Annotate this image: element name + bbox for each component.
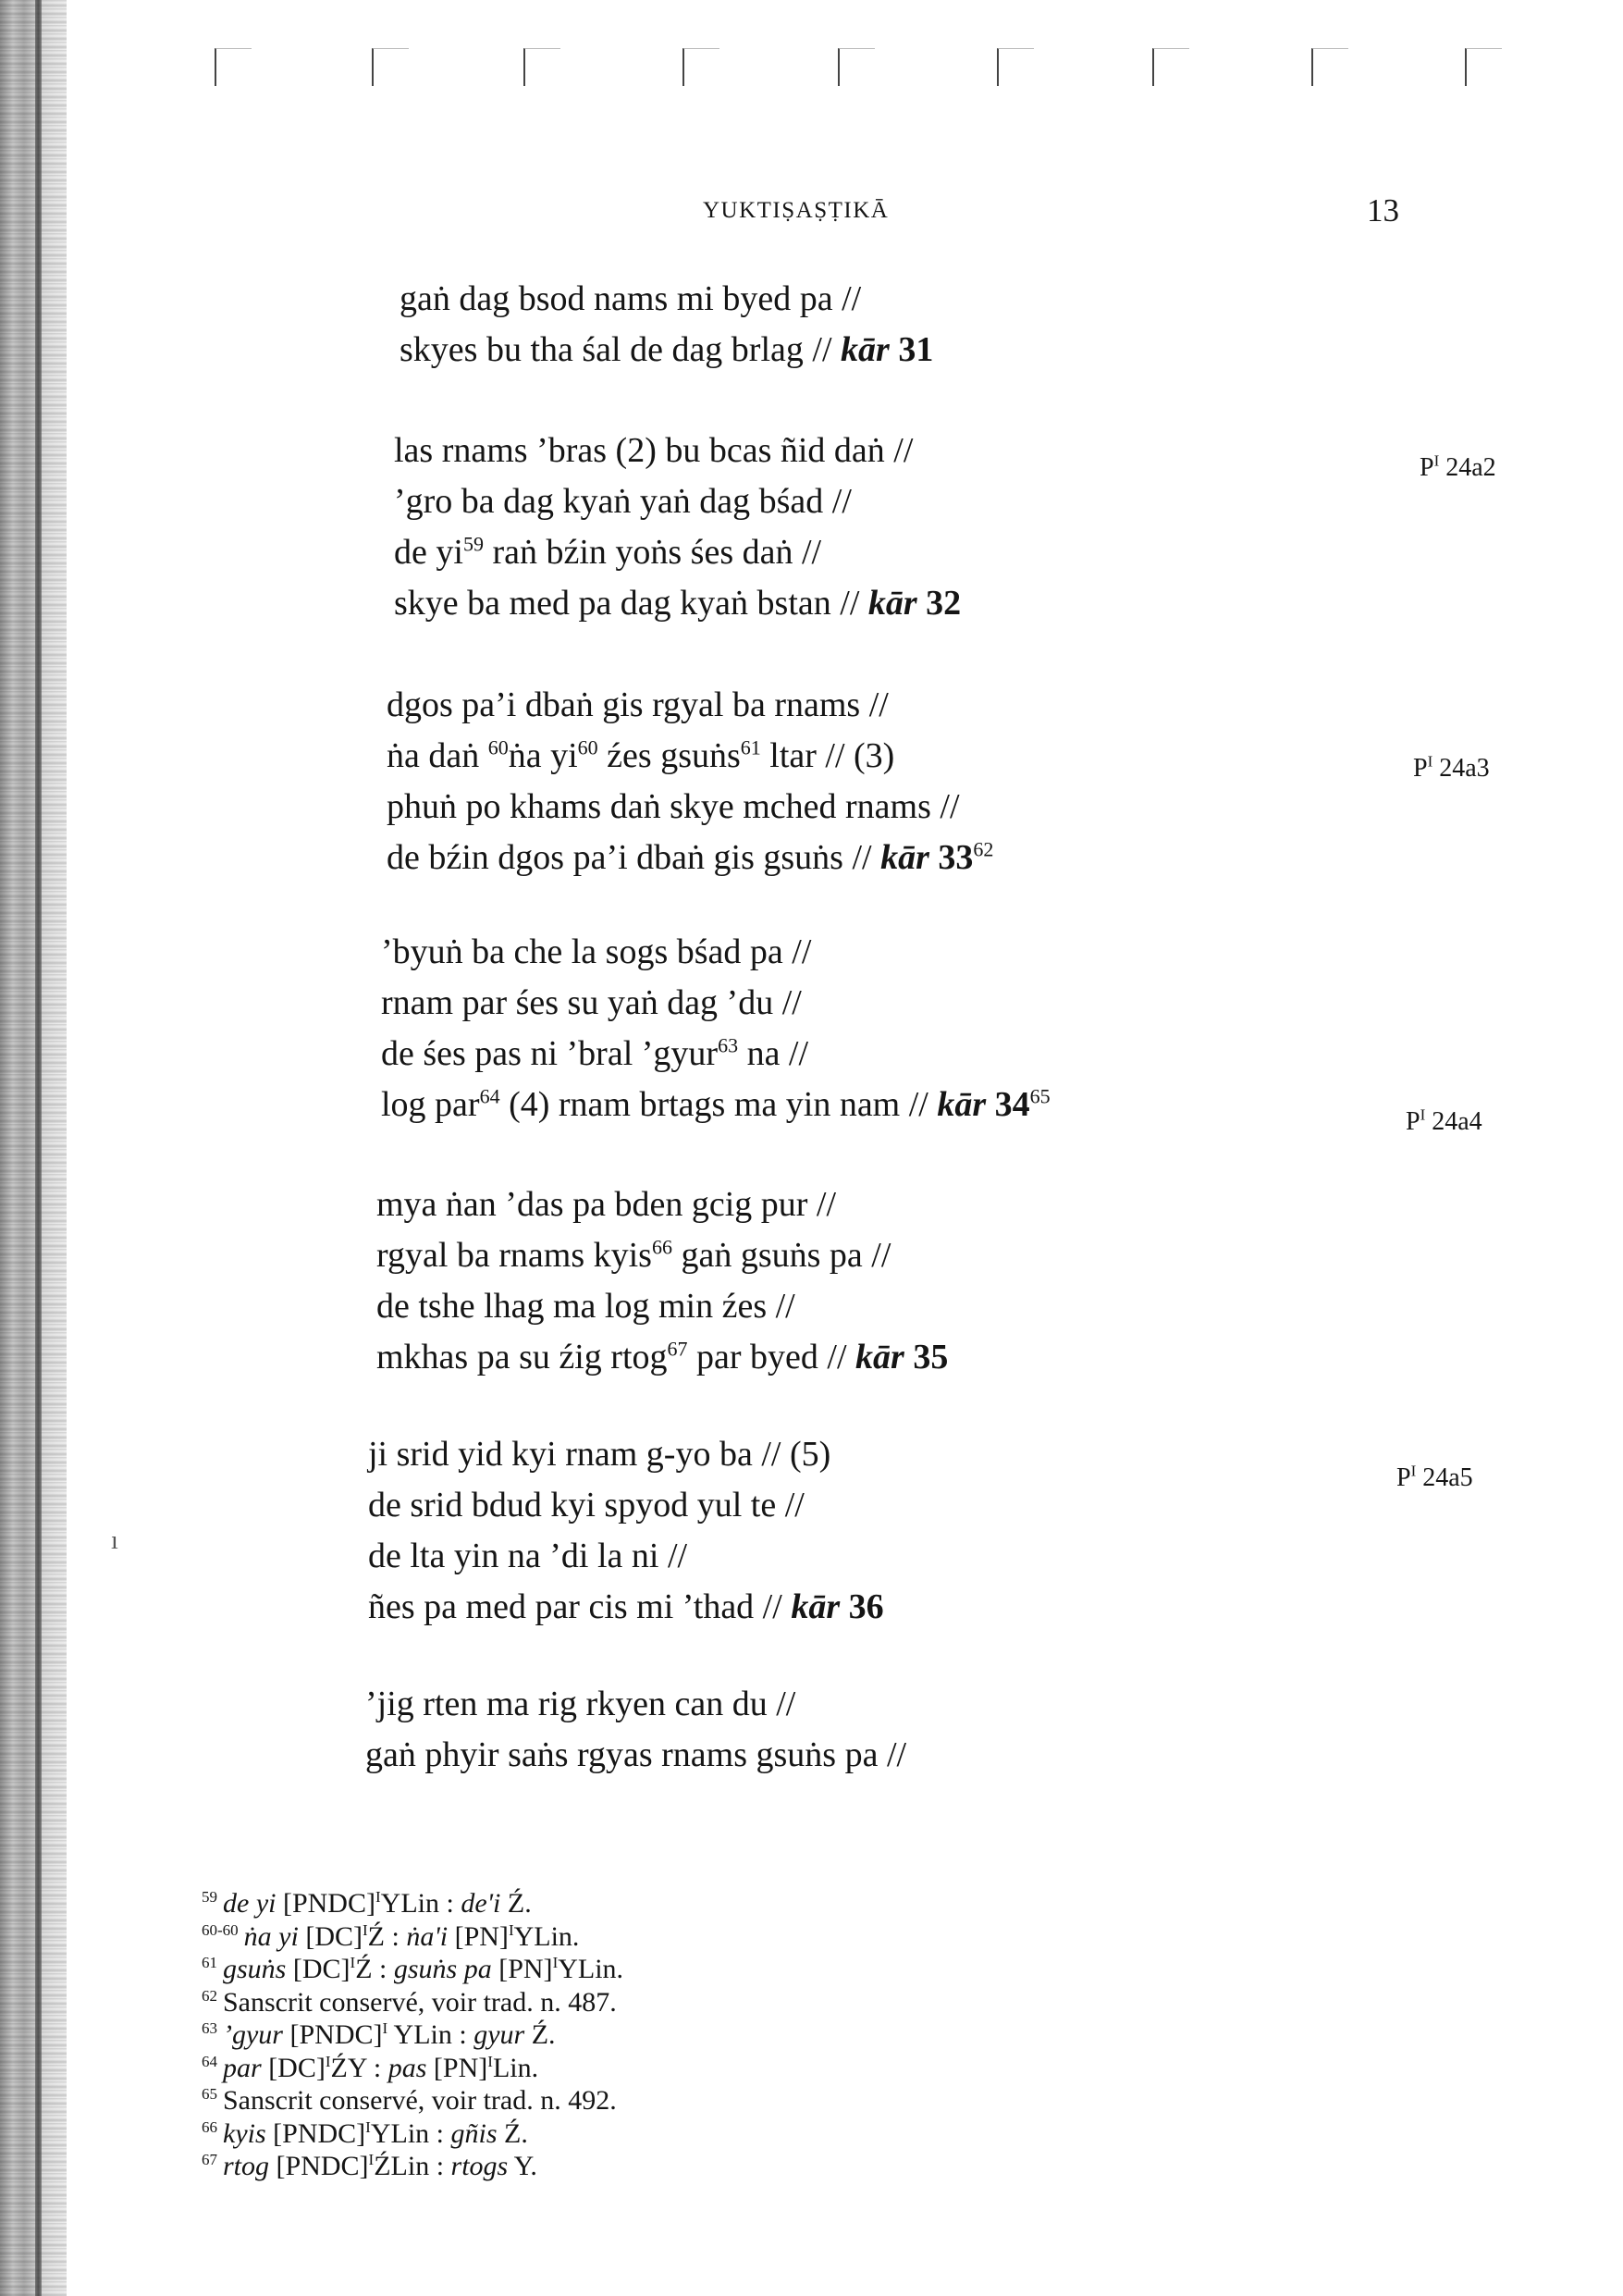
footnote-number: 66 (202, 2117, 217, 2136)
footnote-reference: 62 (973, 837, 994, 861)
verse-line (387, 782, 993, 833)
variant-reading: gñis (450, 2117, 498, 2149)
footnote-number: 64 (202, 2052, 217, 2070)
siglum-superscript: I (487, 2052, 493, 2070)
verse-text-segment: de tshe lhag ma log min źes // (376, 1287, 795, 1326)
scan-mark (838, 48, 875, 86)
apparatus-text: Ź. (497, 2117, 528, 2149)
apparatus-text: ŹY : (330, 2052, 388, 2083)
apparatus-text: Ź. (524, 2019, 556, 2050)
verse-line (376, 1179, 948, 1230)
verse-line (368, 1429, 884, 1480)
verse-text-segment: mkhas pa su źig rtog (376, 1338, 668, 1376)
verse-text-segment: ṅa daṅ (387, 736, 488, 775)
folio-edition-siglum: P (1406, 1107, 1420, 1136)
verse-text-segment: de srid bdud kyi spyod yul te // (368, 1486, 805, 1524)
siglum-superscript: I (375, 1888, 381, 1906)
verse-text-segment: na // (738, 1034, 809, 1073)
apparatus-text: [PNDC] (269, 2151, 369, 2181)
running-title: YUKTIṢAṢṬIKĀ (703, 198, 890, 223)
verse-line (368, 1531, 884, 1582)
stanza (394, 426, 961, 629)
apparatus-text: [DC] (261, 2052, 326, 2083)
siglum-superscript: I (382, 2019, 388, 2037)
footnote-reference: 64 (479, 1084, 500, 1108)
footnote (202, 2150, 623, 2183)
folio-edition-superscript: I (1433, 451, 1440, 470)
verse-text-segment: ltar // (3) (760, 736, 895, 775)
siglum-superscript: I (362, 1920, 368, 1939)
apparatus-text: Ź : (367, 1920, 407, 1952)
verse-line (365, 1730, 906, 1781)
scan-speck: ı (111, 1526, 118, 1555)
footnote (202, 2052, 623, 2085)
apparatus-text: Y. (508, 2151, 537, 2181)
verse-line (368, 1480, 884, 1531)
verse-line (394, 476, 961, 527)
karika-number: 35 (913, 1338, 949, 1376)
verse-line (400, 274, 933, 325)
footnote (202, 1920, 623, 1954)
folio-number: 24a2 (1439, 453, 1496, 482)
folio-edition-siglum: P (1413, 754, 1428, 783)
footnote (202, 2117, 623, 2151)
page-header (0, 192, 1623, 235)
apparatus-text: YLin : (370, 2117, 451, 2149)
verse-text-segment: phuṅ po khams daṅ skye mched rnams // (387, 787, 960, 826)
verse-line (381, 1080, 1051, 1130)
variant-reading: gsuṅs (223, 1954, 287, 1984)
verse-line (381, 978, 1051, 1029)
verse-line (394, 426, 961, 476)
apparatus-text: [DC] (286, 1954, 350, 1984)
scan-mark (1465, 48, 1502, 86)
apparatus-text: [DC] (298, 1920, 363, 1952)
apparatus-text: Sanscrit conservé, voir trad. n. 487. (223, 1986, 617, 2018)
apparatus-text: [PN] (491, 1954, 553, 1984)
footnote-reference: 63 (718, 1033, 739, 1057)
karika-label: kār (867, 584, 917, 623)
verse-line (381, 1029, 1051, 1080)
verse-text-segment: ’byuṅ ba che la sogs bśad pa // (381, 932, 812, 971)
stanza (381, 927, 1051, 1130)
verse-text-segment: dgos pa’i dbaṅ gis rgyal ba rnams // (387, 685, 889, 724)
verse-line (376, 1281, 948, 1332)
variant-reading: kyis (223, 2117, 266, 2149)
stanza (387, 680, 993, 883)
folio-edition-superscript: I (1427, 752, 1433, 771)
apparatus-text: Ź : (355, 1954, 394, 1984)
scan-mark (1311, 48, 1348, 86)
verse-text-segment: źes gsuṅs (597, 736, 741, 775)
verse-line (387, 833, 993, 883)
apparatus-text: Ź. (500, 1888, 532, 1919)
verse-text-segment: skye ba med pa dag kyaṅ bstan // (394, 584, 868, 623)
variant-reading: rtogs (450, 2151, 509, 2181)
variant-reading: rtog (223, 2151, 270, 2181)
footnote (202, 1953, 623, 1986)
footnote-number: 62 (202, 1986, 217, 2005)
apparatus-text: ŹLin : (374, 2151, 451, 2181)
scan-mark (997, 48, 1034, 86)
folio-number: 24a4 (1425, 1107, 1482, 1136)
folio-edition-siglum: P (1420, 453, 1434, 482)
footnote-number: 60-60 (202, 1920, 239, 1939)
verse-text-segment: ji srid yid kyi rnam g-yo ba // (5) (368, 1435, 831, 1474)
verse-line (368, 1582, 884, 1633)
scan-mark (523, 48, 560, 86)
verse-text-segment: rgyal ba rnams kyis (376, 1236, 652, 1275)
folio-reference (1406, 1107, 1482, 1137)
siglum-superscript: I (365, 2117, 371, 2136)
scan-mark (215, 48, 252, 86)
variant-reading: de yi (223, 1888, 277, 1919)
verse-text-segment: de bźin dgos pa’i dbaṅ gis gsuṅs // (387, 838, 881, 877)
siglum-superscript: I (350, 1954, 356, 1971)
siglum-superscript: I (552, 1954, 559, 1971)
footnote-reference: 60 (577, 735, 598, 759)
footnotes (202, 1887, 623, 2183)
footnote-reference: 59 (462, 532, 484, 556)
footnote-number: 65 (202, 2085, 217, 2103)
karika-label: kār (841, 330, 890, 369)
verse-line (387, 680, 993, 731)
verse-text-segment: gaṅ gsuṅs pa // (671, 1236, 891, 1275)
siglum-superscript: I (508, 1920, 514, 1939)
verse-text-segment: gaṅ phyir saṅs rgyas rnams gsuṅs pa // (365, 1735, 907, 1774)
karika-number: 34 (994, 1085, 1030, 1124)
verse-text-segment: raṅ bźin yoṅs śes daṅ // (483, 533, 822, 572)
scan-mark (372, 48, 409, 86)
karika-label: kār (855, 1338, 904, 1376)
folio-reference (1420, 453, 1496, 483)
verse-text-segment: ’jig rten ma rig rkyen can du // (365, 1685, 796, 1723)
verse-text-segment: de lta yin na ’di la ni // (368, 1537, 688, 1575)
footnote (202, 2084, 623, 2117)
footnote-reference: 61 (740, 735, 761, 759)
scan-binding-edge (35, 0, 42, 2296)
verse-text-segment: de śes pas ni ’bral ’gyur (381, 1034, 719, 1073)
karika-number: 36 (848, 1587, 884, 1626)
footnote-reference: 60 (487, 735, 509, 759)
apparatus-text: [PN] (448, 1920, 509, 1952)
variant-reading: ṅa'i (406, 1920, 449, 1952)
variant-reading: ṅa yi (243, 1920, 299, 1952)
karika-number: 32 (926, 584, 962, 623)
stanza (365, 1679, 906, 1781)
folio-edition-superscript: I (1410, 1462, 1417, 1480)
folio-edition-siglum: P (1396, 1463, 1411, 1492)
apparatus-text: YLin. (558, 1954, 624, 1984)
footnote (202, 1986, 623, 2019)
footnote (202, 2018, 623, 2052)
apparatus-text: Sanscrit conservé, voir trad. n. 492. (223, 2085, 617, 2116)
footnote-number: 61 (202, 1954, 217, 1971)
karika-label: kār (791, 1587, 841, 1626)
verse-text-segment: log par (381, 1085, 480, 1124)
apparatus-text: [PNDC] (282, 2019, 383, 2050)
variant-reading: gyur (473, 2019, 525, 2050)
apparatus-text: YLin : (387, 2019, 474, 2050)
verse-text-segment: ṅa yi (508, 736, 578, 775)
siglum-superscript: I (325, 2052, 331, 2070)
verse-text-segment: (4) rnam brtags ma yin nam // (499, 1085, 938, 1124)
verse-text-segment: par byed // (687, 1338, 856, 1376)
verse-line (381, 927, 1051, 978)
verse-line (376, 1230, 948, 1281)
footnote-number: 67 (202, 2151, 217, 2168)
siglum-superscript: I (368, 2151, 375, 2168)
scan-mark (682, 48, 719, 86)
folio-number: 24a5 (1416, 1463, 1473, 1492)
verse-line (387, 731, 993, 782)
scan-mark (1152, 48, 1189, 86)
footnote-reference: 67 (667, 1337, 688, 1361)
verse-line (400, 325, 933, 376)
footnote-number: 63 (202, 2019, 217, 2037)
variant-reading: de'i (461, 1888, 501, 1919)
folio-edition-superscript: I (1420, 1105, 1426, 1124)
karika-number: 33 (938, 838, 974, 877)
verse-line (394, 527, 961, 578)
scan-binding-shadow (0, 0, 67, 2296)
apparatus-text: [PNDC] (276, 1888, 375, 1919)
footnote-reference: 66 (651, 1235, 672, 1259)
folio-reference (1413, 754, 1490, 784)
verse-text-segment: rnam par śes su yaṅ dag ’du // (381, 983, 802, 1022)
verse-text-segment: skyes bu tha śal de dag brlag // (400, 330, 842, 369)
variant-reading: pas (387, 2052, 427, 2083)
verse-text-segment: ñes pa med par cis mi ’thad // (368, 1587, 792, 1626)
page-number: 13 (1367, 192, 1399, 228)
apparatus-text: YLin. (513, 1920, 580, 1952)
verse-text-segment: mya ṅan ’das pa bden gcig pur // (376, 1185, 837, 1224)
apparatus-text: [PN] (426, 2052, 488, 2083)
variant-reading: par (223, 2052, 262, 2083)
folio-number: 24a3 (1432, 754, 1490, 783)
apparatus-text: YLin : (380, 1888, 461, 1919)
verse-line (376, 1332, 948, 1383)
verse-text-segment: las rnams ’bras (2) bu bcas ñid daṅ // (394, 431, 914, 470)
footnote (202, 1887, 623, 1920)
variant-reading: ’gyur (223, 2019, 283, 2050)
karika-label: kār (880, 838, 929, 877)
stanza (376, 1179, 948, 1383)
footnote-reference: 65 (1029, 1084, 1051, 1108)
apparatus-text: [PNDC] (265, 2117, 366, 2149)
verse-text-segment: de yi (394, 533, 463, 572)
variant-reading: gsuṅs pa (393, 1954, 492, 1984)
verse-line (365, 1679, 906, 1730)
karika-number: 31 (898, 330, 934, 369)
verse-text-segment: ’gro ba dag kyaṅ yaṅ dag bśad // (394, 482, 852, 521)
karika-label: kār (937, 1085, 987, 1124)
stanza (368, 1429, 884, 1633)
folio-reference (1396, 1463, 1473, 1493)
footnote-number: 59 (202, 1888, 217, 1906)
verse-line (394, 578, 961, 629)
stanza (400, 274, 933, 376)
verse-text-segment: gaṅ dag bsod nams mi byed pa // (400, 279, 862, 318)
apparatus-text: Lin. (492, 2052, 539, 2083)
